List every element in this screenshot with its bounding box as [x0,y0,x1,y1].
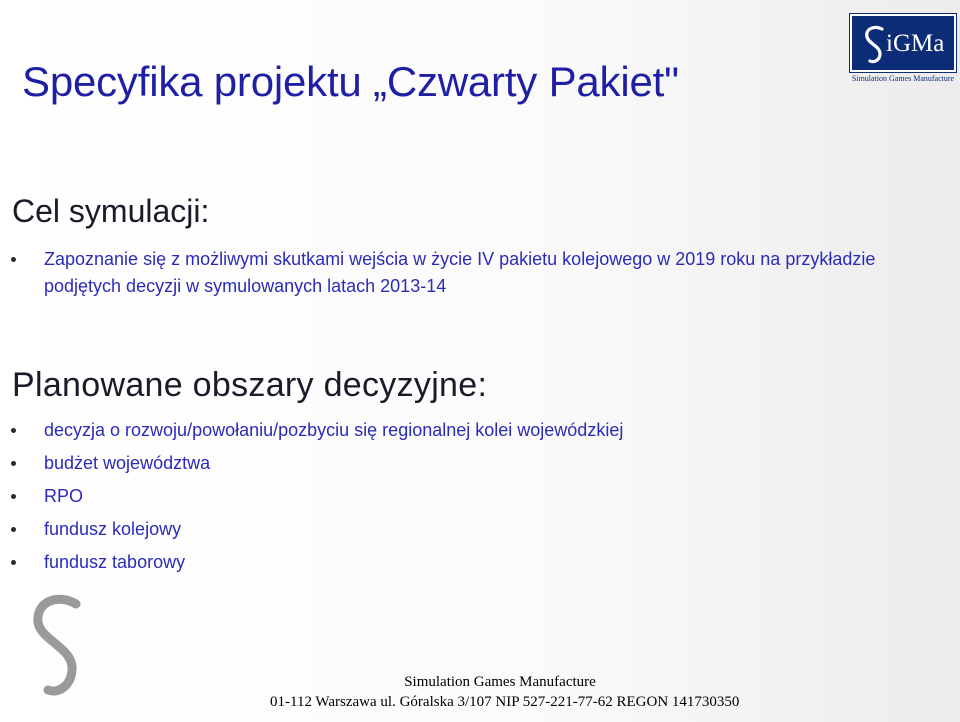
list-item-text: fundusz kolejowy [44,519,182,539]
slide-title: Specyfika projektu „Czwarty Pakiet" [22,58,679,105]
list-item [0,246,950,300]
logo-badge [850,14,956,72]
areas-heading: Planowane obszary decyzyjne: [12,366,488,404]
list-item [0,485,623,507]
footer-company: Simulation Games Manufacture [404,674,596,690]
list-item-text: decyzja o rozwoju/powołaniu/pozbyciu się regionalnej kolei wojewódzkiej [44,420,624,440]
list-item [0,452,623,474]
list-item-text: fundusz taborowy [44,552,186,572]
bullet-icon [11,560,16,565]
bullet-icon [11,257,16,262]
goal-list [0,246,950,300]
list-item [0,419,623,441]
bullet-icon [11,428,16,433]
logo-text: iGMa [886,30,945,57]
list-item-text: Zapoznanie się z możliwymi skutkami wejścia w życie IV pakietu kolejowego w 2019 roku na przykładzie podjętych decyzji w symulowanych latach 2013-14 [44,249,876,296]
bullet-icon [11,461,16,466]
sigma-s-icon [860,24,888,66]
sigma-symbol-icon [26,592,90,702]
list-item-text: RPO [44,486,84,506]
bullet-icon [11,494,16,499]
areas-list [0,419,623,584]
sigma-logo [850,14,956,84]
list-item [0,551,623,573]
list-item-text: budżet województwa [44,453,211,473]
goal-heading: Cel symulacji: [12,193,210,229]
list-item [0,518,623,540]
logo-caption: Simulation Games Manufacture [851,74,955,83]
footer-address: 01-112 Warszawa ul. Góralska 3/107 NIP 527-221-77-62 REGON 141730350 [270,694,740,710]
bullet-icon [11,527,16,532]
